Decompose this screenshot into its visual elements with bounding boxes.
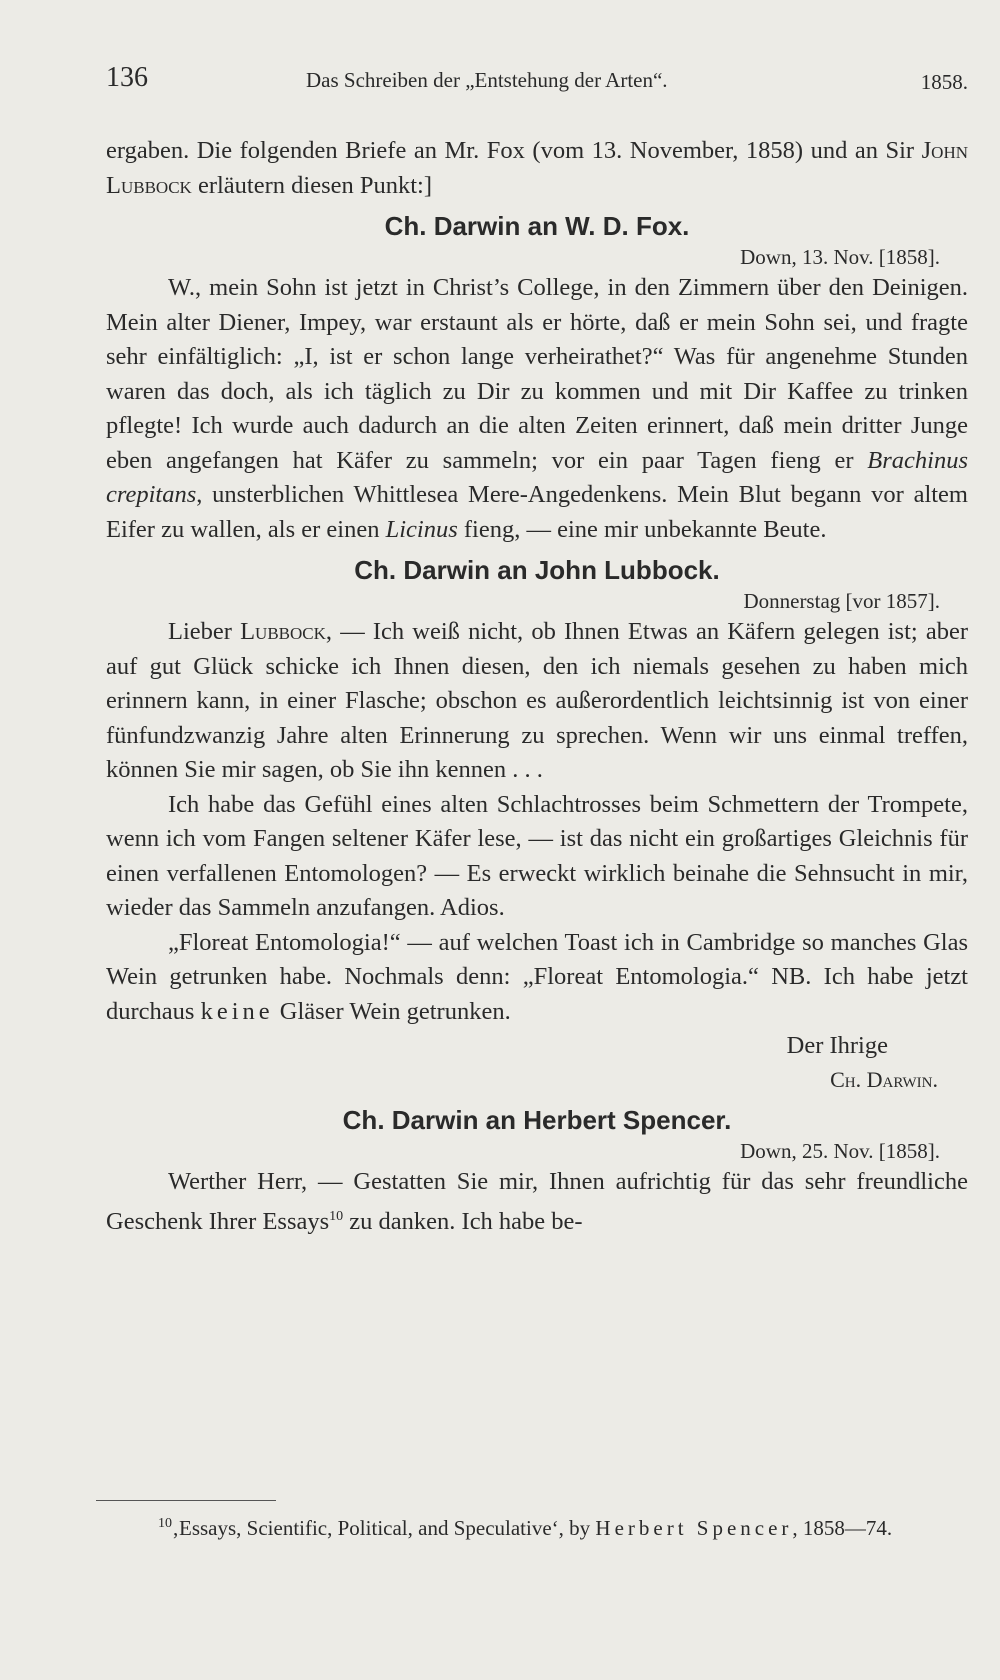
letter-lubbock-para-1 <box>106 615 968 788</box>
intro-text-end: erläutern diesen Punkt:] <box>197 171 432 199</box>
footnote-reference[interactable]: 10 <box>329 1208 344 1224</box>
signature: Ch. Darwin. <box>830 1067 938 1092</box>
dateline-spencer: Down, 25. Nov. [1858]. <box>740 1139 940 1163</box>
dateline-fox: Down, 13. Nov. [1858]. <box>740 245 940 269</box>
letter-lubbock-para-3 <box>106 926 968 1030</box>
letter-heading-fox: Ch. Darwin an W. D. Fox. <box>384 211 690 241</box>
letter-fox-text-a: W., mein Sohn ist jetzt in Christ’s College, in den Zimmern über den Deinigen. Mein alter Diener, Impey, war erstaunt als er hörte, daß er mein Sohn sei, und fragte sehr einfältiglich: „I, ist er schon lange verheirathet?“ Was für angenehme Stunden waren das doch, als ich täglich zu Dir zu kommen und mit Dir Kaffee zu trinken pflegte! Ich wurde auch dadurch an die alten Zeiten erinnert, daß mein dritter Junge eben angefangen hat Käfer zu sammeln; vor ein paar Tagen fieng er <box>106 274 968 474</box>
letter-spencer-text <box>106 1165 968 1239</box>
page-number: 136 <box>106 62 148 93</box>
footnote <box>96 1508 968 1544</box>
salutation-name: Lubbock <box>240 618 326 645</box>
letter-fox-text-b: , unsterblichen Whittlesea Mere-Angedenkens. Mein Blut begann vor altem Eifer zu wallen, als er einen <box>106 481 968 543</box>
footnote-text-a: ‚Essays, Scientific, Political, and Speculative‘, by <box>172 1516 591 1540</box>
para-1-text: , — Ich weiß nicht, ob Ihnen Etwas an Käfern gelegen ist; aber auf gut Glück schicke ich Ihnen diesen, den ich niemals gesehen zu haben mich erinnern kann, in einer Flasche; obschon es außerordentlich leichtsinnig ist von einer fünfundzwanzig Jahre alten Erinnerung zu sprechen. Wenn wir uns einmal treffen, können Sie mir sagen, ob Sie ihn kennen . . . <box>106 618 968 783</box>
para-3-text-b: Gläser Wein getrunken. <box>279 997 511 1025</box>
spencer-text-a: Werther Herr, — Gestatten Sie mir, Ihnen aufrichtig für das sehr freundliche Geschenk Ihrer Essays <box>106 1168 968 1235</box>
salutation-text: Lieber <box>168 618 232 645</box>
footnote-text <box>96 1508 968 1544</box>
running-title: Das Schreiben der „Entstehung der Arten“. <box>306 68 668 92</box>
letter-heading-lubbock: Ch. Darwin an John Lubbock. <box>354 555 720 585</box>
letter-lubbock-para-2: Ich habe das Gefühl eines alten Schlachtrosses beim Schmettern der Trompete, wenn ich vom Fangen seltener Käfer lese, — ist das nicht ein großartiges Gleichnis für einen verfallenen Entomologen? — Es erweckt wirklich beinahe die Sehnsucht in mir, wieder das Sammeln anzufangen. Adios. <box>106 790 968 921</box>
para-3-text-a: „Floreat Entomologia!“ — auf welchen Toast ich in Cambridge so manches Glas Wein getrunken habe. Nochmals denn: „Floreat Entomologia.“ NB. Ich habe jetzt durchaus <box>106 928 968 1025</box>
intro-name: John Lubbock <box>106 137 969 199</box>
letter-fox-text-c: fieng, — eine mir unbekannte Beute. <box>463 515 827 543</box>
letter-heading-spencer: Ch. Darwin an Herbert Spencer. <box>342 1105 732 1135</box>
intro-paragraph <box>106 134 968 203</box>
page-body <box>106 134 968 1239</box>
intro-text: und an Sir <box>810 137 915 164</box>
page-header <box>106 62 968 102</box>
footnote-author: Herbert Spencer <box>595 1516 793 1540</box>
spencer-text-b: zu danken. Ich habe be- <box>349 1207 583 1235</box>
letter-fox-text <box>106 271 968 547</box>
italic-species-1: Brachinus crepitans <box>106 446 968 508</box>
header-year: 1858. <box>920 70 968 94</box>
dateline-lubbock: Donnerstag [vor 1857]. <box>743 589 940 613</box>
footnote-text-b: , 1858—74. <box>792 1516 893 1540</box>
closing: Der Ihrige <box>786 1032 888 1059</box>
italic-species-2: Licinus <box>385 515 458 543</box>
footnote-mark: 10 <box>158 1516 172 1531</box>
intro-line-1: ergaben. Die folgenden Briefe an Mr. Fox (vom 13. November, 1858) <box>106 137 804 164</box>
spaced-emphasis: keine <box>200 997 274 1025</box>
footnote-divider <box>96 1500 276 1501</box>
